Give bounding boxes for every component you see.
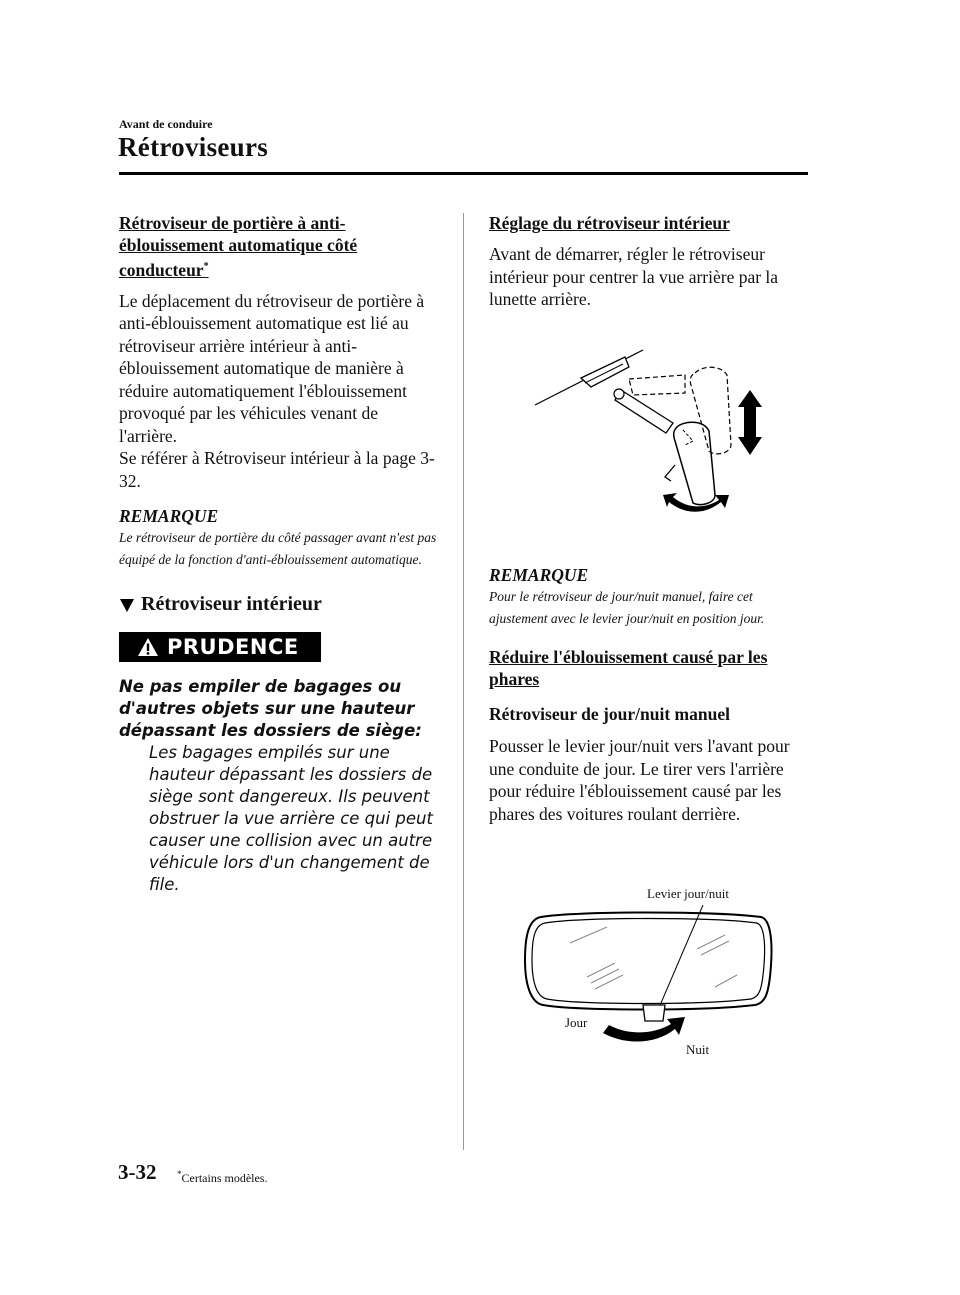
section-heading-text: Rétroviseur intérieur — [141, 593, 322, 616]
section-heading-interior-mirror — [119, 593, 439, 616]
heading-manual-day-night-mirror: Rétroviseur de jour/nuit manuel — [489, 704, 730, 724]
section-label: Avant de conduire — [119, 117, 213, 131]
column-divider — [463, 213, 464, 1150]
models-star-icon: * — [203, 261, 209, 272]
warning-badge-wrapper — [119, 632, 439, 662]
page-number: 3-32 — [118, 1160, 157, 1184]
remark-title: REMARQUE — [489, 565, 589, 585]
subheading-reduce-glare: Réduire l'éblouissement causé par les phares — [489, 647, 768, 689]
label-night: Nuit — [686, 1042, 710, 1057]
remark-text: Le rétroviseur de portière du côté passager avant n'est pas équipé de la fonction d'anti-éblouissement automatique. — [119, 530, 437, 568]
page-title: Rétroviseurs — [118, 132, 269, 162]
mirror-adjustment-illustration — [525, 345, 775, 530]
label-lever: Levier jour/nuit — [647, 886, 729, 901]
right-column — [489, 212, 807, 311]
warning-badge — [119, 632, 321, 662]
caution-statement: Ne pas empiler de bagages ou d'autres objets sur une hauteur dépassant les dossiers de siège: — [119, 677, 422, 741]
paragraph: Le déplacement du rétroviseur de portière à anti-éblouissement automatique est lié au rétroviseur arrière intérieur à anti-éblouissement automatique de manière à réduire automatiquement l'éblouissement provoqué par les véhicules venant de l'arrière. — [119, 290, 425, 446]
subheading-mirror-adjustment: Réglage du rétroviseur intérieur — [489, 213, 730, 233]
remark-text: Pour le rétroviseur de jour/nuit manuel, faire cet ajustement avec le levier jour/nuit en position jour. — [489, 589, 765, 626]
label-day: Jour — [565, 1015, 588, 1030]
paragraph: Avant de démarrer, régler le rétroviseur intérieur pour centrer la vue arrière par la lunette arrière. — [489, 244, 779, 309]
footnote — [177, 1169, 267, 1186]
subheading-text: Rétroviseur de portière à anti-éblouissement automatique côté conducteur — [119, 213, 358, 280]
caution-explanation: Les bagages empilés sur une hauteur dépassant les dossiers de siège sont dangereux. Ils peuvent obstruer la vue arrière ce qui peut causer une collision avec un autre véhicule lors d'un changement de file. — [149, 743, 433, 895]
models-star-icon: * — [177, 1169, 182, 1179]
left-column — [119, 212, 439, 896]
warning-icon — [137, 637, 159, 657]
footnote-text: Certains modèles. — [181, 1171, 268, 1185]
triangle-down-icon — [119, 597, 135, 613]
subheading-auto-dimming-door-mirror — [119, 212, 439, 281]
remark-title: REMARQUE — [119, 506, 219, 527]
paragraph: Pousser le levier jour/nuit vers l'avant pour une conduite de jour. Le tirer vers l'arrière pour réduire l'éblouissement causé par les phares des voitures roulant derrière. — [489, 736, 790, 824]
paragraph-reference: Se référer à Rétroviseur intérieur à la page 3-32. — [119, 448, 435, 491]
warning-label: PRUDENCE — [167, 635, 299, 660]
title-rule — [119, 172, 808, 175]
right-column-lower — [489, 565, 807, 825]
day-night-mirror-illustration — [515, 905, 780, 1045]
